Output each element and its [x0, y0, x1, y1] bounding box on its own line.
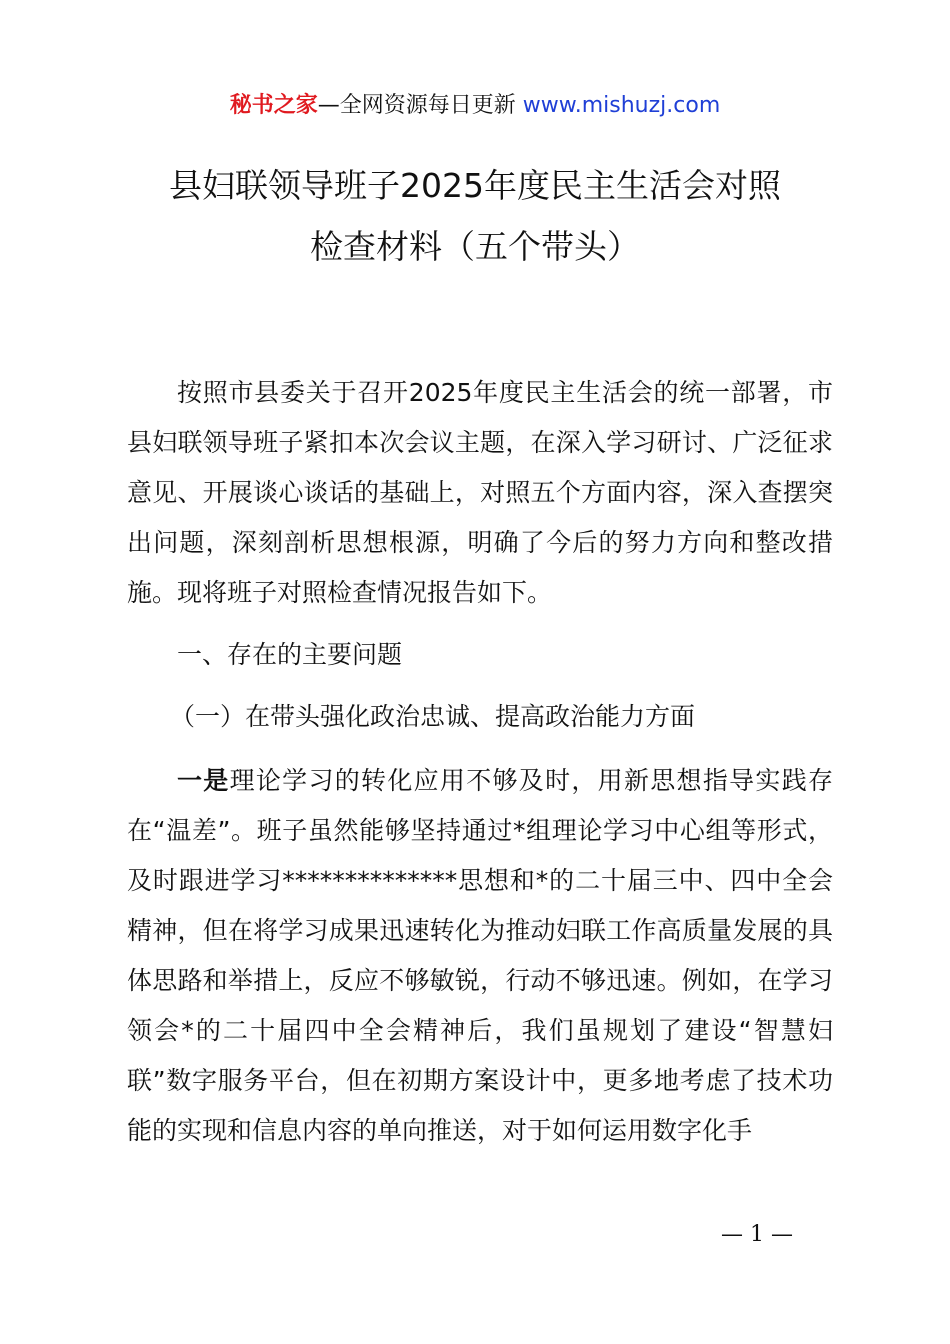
- point-lead: 一是: [177, 766, 230, 795]
- body-paragraph: [127, 756, 833, 1156]
- header-tagline: —全网资源每日更新: [317, 93, 523, 118]
- document-title-line-2: 检查材料（五个带头）: [310, 227, 640, 266]
- page-number: — 1 —: [721, 1222, 793, 1247]
- brand-name: 秘书之家: [229, 93, 318, 118]
- intro-paragraph: 按照市县委关于召开2025年度民主生活会的统一部署，市县妇联领导班子紧扣本次会议主题，在深入学习研讨、广泛征求意见、开展谈心谈话的基础上，对照五个方面内容，深入查摆突出问题，深刻剖析思想根源，明确了今后的努力方向和整改措施。现将班子对照检查情况报告如下。: [127, 378, 833, 607]
- site-url-link[interactable]: www.mishuzj.com: [522, 93, 721, 118]
- subsection-heading: （一）在带头强化政治忠诚、提高政治能力方面: [170, 702, 696, 731]
- document-title-line-1: 县妇联领导班子2025年度民主生活会对照: [169, 166, 781, 205]
- section-heading: 一、存在的主要问题: [177, 640, 403, 669]
- point-text: 理论学习的转化应用不够及时，用新思想指导实践存在“温差”。班子虽然能够坚持通过*组理论学习中心组等形式，及时跟进学习**************思想和*的二十届三中、四中全会精神，但在将学习成果迅速转化为推动妇联工作高质量发展的具体思路和举措上，反应不够敏锐，行动不够迅速。例如，在学习领会*的二十届四中全会精神后，我们虽规划了建设“智慧妇联”数字服务平台，但在初期方案设计中，更多地考虑了技术功能的实现和信息内容的单向推送，对于如何运用数字化手: [127, 766, 833, 1145]
- site-header: [0, 88, 950, 119]
